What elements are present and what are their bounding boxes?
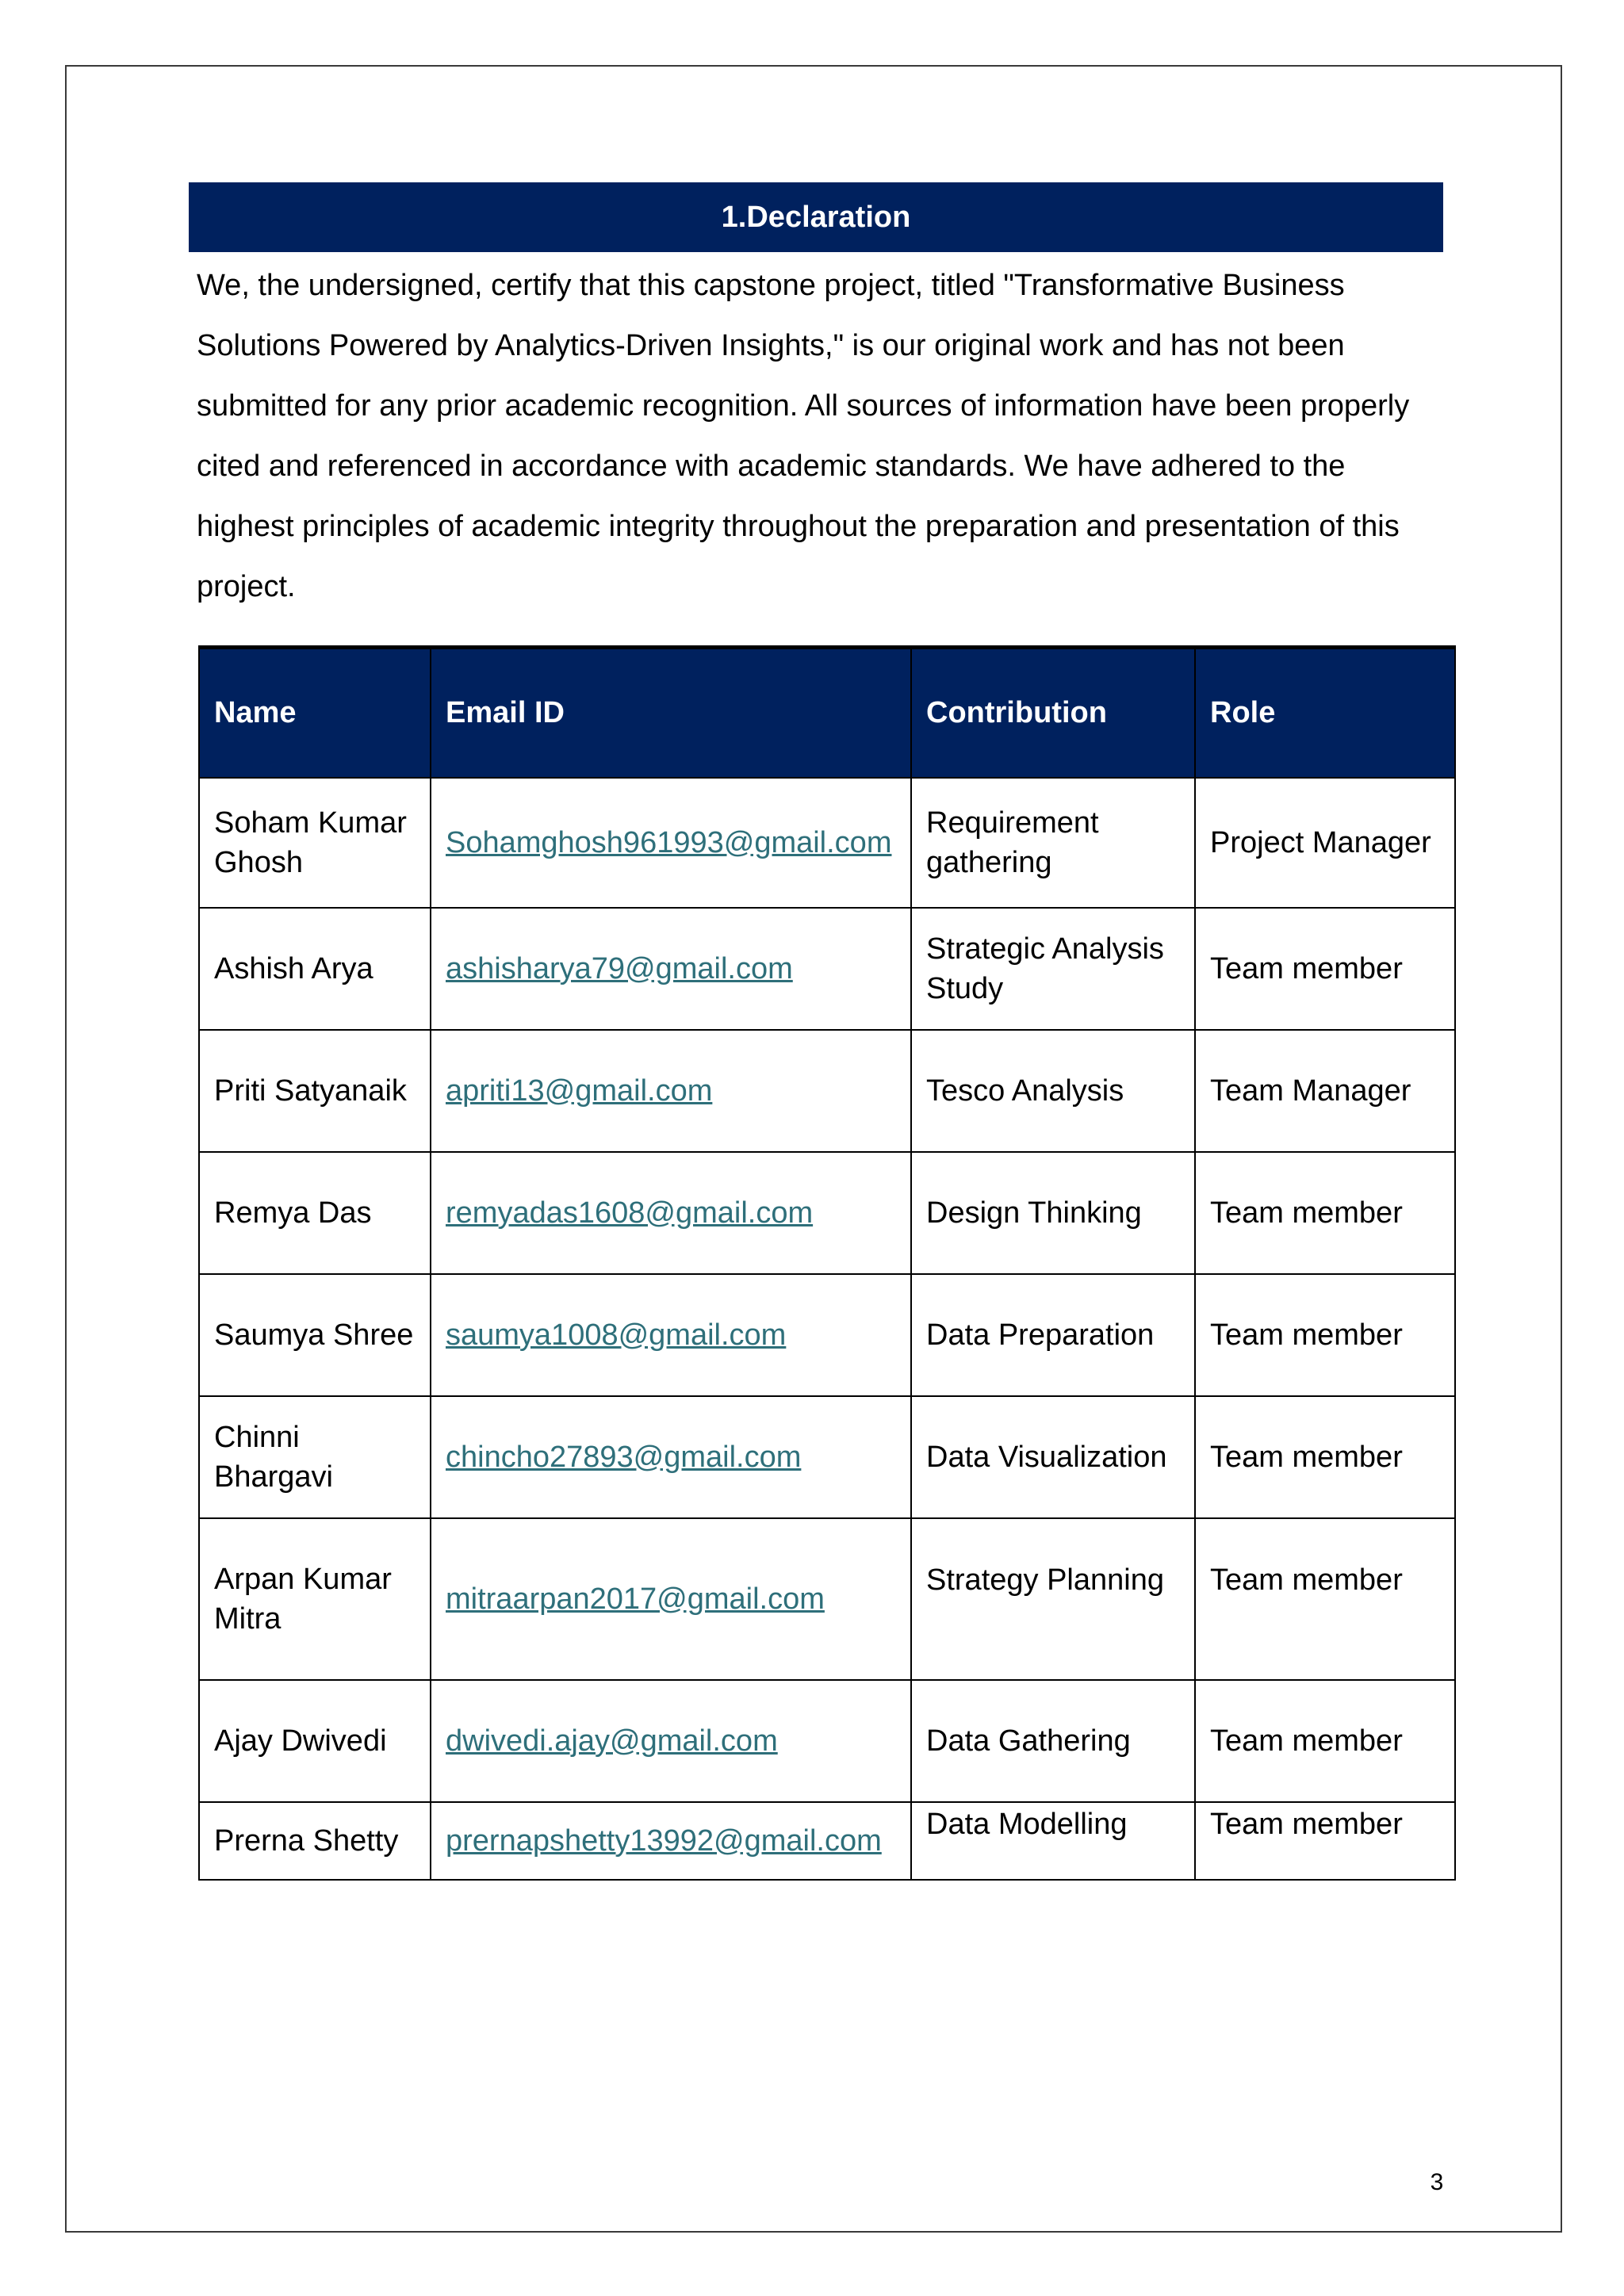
member-role: Team member: [1195, 1802, 1455, 1880]
member-role: Team member: [1195, 1396, 1455, 1518]
member-email-link[interactable]: prernapshetty13992@gmail.com: [446, 1823, 882, 1858]
member-email-link[interactable]: Sohamghosh961993@gmail.com: [446, 825, 892, 859]
member-name: Soham Kumar Ghosh: [199, 778, 431, 908]
table-row: [199, 1680, 1455, 1802]
member-email-cell: [431, 1518, 911, 1680]
member-name: Priti Satyanaik: [199, 1030, 431, 1152]
member-name: Prerna Shetty: [199, 1802, 431, 1880]
page-number: 3: [1430, 2169, 1444, 2195]
member-contribution: Data Preparation: [911, 1274, 1195, 1396]
member-email-link[interactable]: remyadas1608@gmail.com: [446, 1196, 814, 1230]
member-contribution: Tesco Analysis: [911, 1030, 1195, 1152]
table-row: [199, 1030, 1455, 1152]
members-table: [198, 645, 1456, 1881]
member-role: Team member: [1195, 1680, 1455, 1802]
section-title: 1.Declaration: [721, 200, 911, 234]
header-contribution: Contribution: [911, 648, 1195, 778]
member-role: Team Manager: [1195, 1030, 1455, 1152]
member-contribution: Data Visualization: [911, 1396, 1195, 1518]
table-header-row: [199, 648, 1455, 778]
member-contribution: Data Gathering: [911, 1680, 1195, 1802]
table-row: [199, 778, 1455, 908]
member-name: Chinni Bhargavi: [199, 1396, 431, 1518]
member-email-cell: [431, 1802, 911, 1880]
member-email-link[interactable]: ashisharya79@gmail.com: [446, 951, 793, 985]
table-row: [199, 1152, 1455, 1274]
member-role: Team member: [1195, 1518, 1455, 1680]
member-email-link[interactable]: mitraarpan2017@gmail.com: [446, 1582, 825, 1616]
member-email-cell: [431, 1030, 911, 1152]
table-row: [199, 908, 1455, 1030]
member-email-link[interactable]: chincho27893@gmail.com: [446, 1440, 802, 1474]
member-contribution: Strategy Planning: [911, 1518, 1195, 1680]
header-role: Role: [1195, 648, 1455, 778]
member-email-cell: [431, 778, 911, 908]
member-email-cell: [431, 908, 911, 1030]
member-name: Remya Das: [199, 1152, 431, 1274]
header-email: Email ID: [431, 648, 911, 778]
member-role: Project Manager: [1195, 778, 1455, 908]
member-role: Team member: [1195, 1274, 1455, 1396]
header-name: Name: [199, 648, 431, 778]
table-row: [199, 1518, 1455, 1680]
member-email-link[interactable]: saumya1008@gmail.com: [446, 1318, 787, 1352]
member-email-link[interactable]: dwivedi.ajay@gmail.com: [446, 1724, 778, 1758]
member-name: Saumya Shree: [199, 1274, 431, 1396]
member-email-cell: [431, 1680, 911, 1802]
member-contribution: Strategic Analysis Study: [911, 908, 1195, 1030]
member-name: Arpan Kumar Mitra: [199, 1518, 431, 1680]
member-contribution: Requirement gathering: [911, 778, 1195, 908]
member-email-link[interactable]: apriti13@gmail.com: [446, 1073, 713, 1108]
member-role: Team member: [1195, 908, 1455, 1030]
member-name: Ajay Dwivedi: [199, 1680, 431, 1802]
section-heading: [189, 182, 1443, 252]
member-email-cell: [431, 1152, 911, 1274]
member-contribution: Data Modelling: [911, 1802, 1195, 1880]
member-role: Team member: [1195, 1152, 1455, 1274]
table-row: [199, 1274, 1455, 1396]
member-email-cell: [431, 1396, 911, 1518]
table-row: [199, 1802, 1455, 1880]
member-contribution: Design Thinking: [911, 1152, 1195, 1274]
member-email-cell: [431, 1274, 911, 1396]
member-name: Ashish Arya: [199, 908, 431, 1030]
declaration-paragraph: We, the undersigned, certify that this capstone project, titled "Transformative Business Solutions Powered by Analytics-Driven Insights," is our original work and has not been submitted for any prior academic recognition. All sources of information have been properly cited and referenced in accordance with academic standards. We have adhered to the highest principles of academic integrity throughout the preparation and presentation of this project.: [197, 269, 1410, 603]
table-row: [199, 1396, 1455, 1518]
